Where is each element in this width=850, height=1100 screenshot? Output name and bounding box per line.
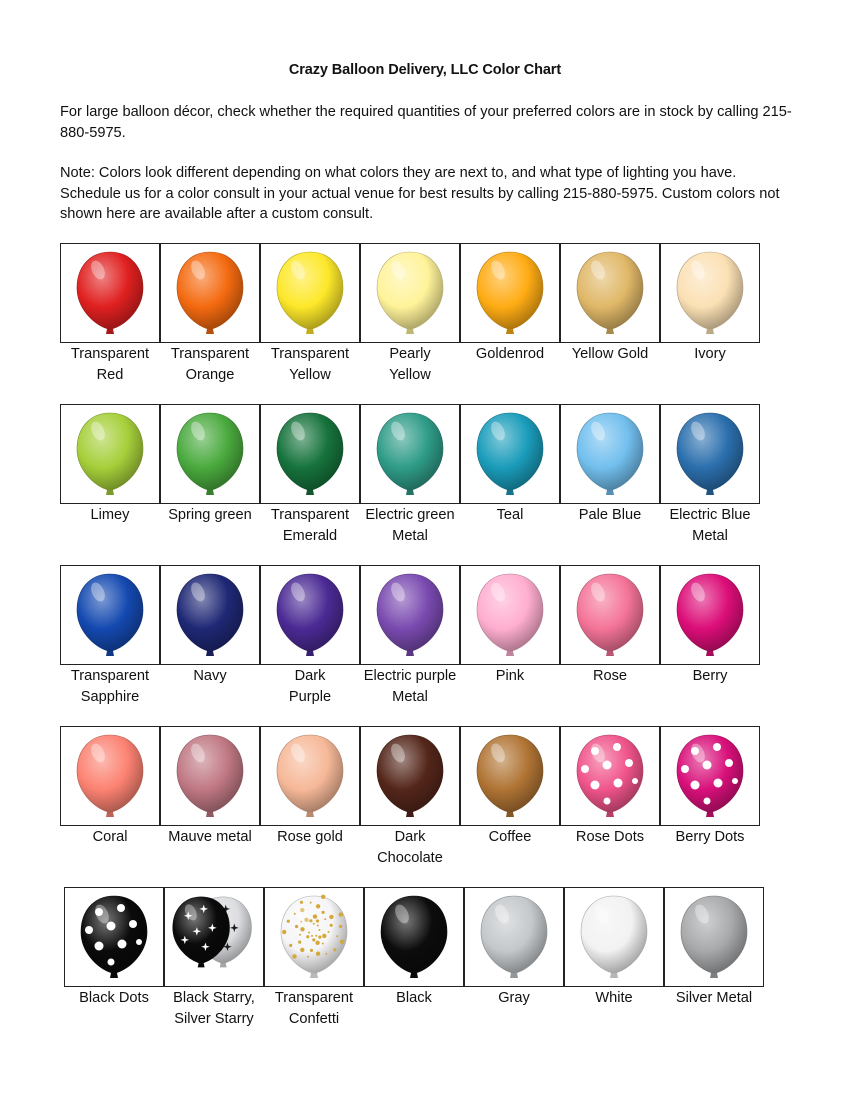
label-line-1: Transparent — [70, 346, 150, 362]
balloon-swatch — [460, 565, 560, 665]
balloon-swatch — [660, 404, 760, 504]
balloon-image — [161, 566, 259, 664]
balloon-color-label — [258, 666, 362, 707]
balloon-color-label — [662, 988, 766, 1009]
label-line-1: Ivory — [694, 346, 726, 362]
balloon-image — [361, 405, 459, 503]
label-line-2: Silver Starry — [174, 1010, 254, 1027]
balloon-color-label — [458, 344, 562, 365]
balloon-image — [461, 727, 559, 825]
balloon-swatch — [560, 243, 660, 343]
balloon-image — [161, 405, 259, 503]
label-line-1: Gray — [498, 990, 530, 1006]
balloon-image — [561, 727, 659, 825]
balloon-image — [661, 405, 759, 503]
balloon-swatch — [160, 243, 260, 343]
label-line-2: Chocolate — [377, 849, 443, 866]
balloon-row — [0, 404, 850, 554]
balloon-color-label — [158, 344, 262, 385]
label-line-1: Yellow Gold — [571, 346, 649, 362]
balloon-image — [361, 566, 459, 664]
balloon-image — [565, 888, 663, 986]
balloon-color-label — [462, 988, 566, 1009]
balloon-row — [0, 887, 850, 1037]
label-line-1: Coral — [92, 829, 128, 845]
balloon-swatch — [460, 243, 560, 343]
balloon-color-label — [162, 988, 266, 1029]
balloon-swatch — [160, 726, 260, 826]
balloon-swatch — [560, 404, 660, 504]
balloon-row — [0, 243, 850, 393]
label-line-1: Rose — [592, 668, 628, 684]
label-line-1: Berry Dots — [675, 829, 745, 845]
balloon-color-label — [358, 505, 462, 546]
label-line-1: Electric green — [365, 507, 455, 523]
balloon-swatch — [460, 726, 560, 826]
label-line-2: Metal — [692, 527, 728, 544]
balloon-swatch — [560, 726, 660, 826]
label-line-1: Mauve metal — [168, 829, 252, 845]
balloon-swatch — [60, 565, 160, 665]
balloon-color-label — [358, 666, 462, 707]
balloon-image — [261, 244, 359, 342]
balloon-swatch — [60, 243, 160, 343]
label-line-1: Teal — [496, 507, 524, 523]
label-line-2: Red — [96, 366, 124, 383]
balloon-swatch — [660, 565, 760, 665]
balloon-image — [361, 244, 459, 342]
label-line-1: Transparent — [170, 346, 250, 362]
balloon-color-label — [458, 666, 562, 687]
balloon-swatch — [160, 404, 260, 504]
balloon-swatch — [260, 243, 360, 343]
balloon-image — [61, 566, 159, 664]
label-line-1: Limey — [90, 507, 130, 523]
balloon-color-label — [458, 827, 562, 848]
balloon-image — [61, 405, 159, 503]
balloon-swatch — [360, 404, 460, 504]
label-line-1: Rose Dots — [575, 829, 645, 845]
balloon-image — [161, 727, 259, 825]
label-line-1: White — [595, 990, 633, 1006]
balloon-swatch — [260, 565, 360, 665]
balloon-image — [461, 405, 559, 503]
balloon-swatch — [364, 887, 464, 987]
label-line-2: Yellow — [289, 366, 331, 383]
label-line-1: Black Dots — [79, 990, 149, 1006]
balloon-swatch — [260, 726, 360, 826]
balloon-color-label — [58, 666, 162, 707]
page-title: Crazy Balloon Delivery, LLC Color Chart — [288, 62, 562, 78]
balloon-color-label — [158, 666, 262, 687]
balloon-swatch — [160, 565, 260, 665]
balloon-image — [165, 888, 263, 986]
label-line-1: Spring green — [168, 507, 252, 523]
balloon-color-label — [658, 505, 762, 546]
balloon-image — [661, 566, 759, 664]
label-line-1: Black — [396, 990, 432, 1006]
balloon-image — [261, 566, 359, 664]
balloon-image — [465, 888, 563, 986]
label-line-1: Electric purple — [363, 668, 457, 684]
balloon-color-label — [62, 988, 166, 1009]
balloon-image — [261, 727, 359, 825]
balloon-image — [65, 888, 163, 986]
label-line-1: Pearly — [389, 346, 431, 362]
balloon-color-label — [558, 505, 662, 526]
balloon-image — [261, 405, 359, 503]
label-line-1: Navy — [193, 668, 227, 684]
balloon-color-label — [158, 505, 262, 526]
balloon-image — [361, 727, 459, 825]
balloon-color-label — [558, 827, 662, 848]
balloon-color-label — [658, 666, 762, 687]
balloon-swatch — [360, 243, 460, 343]
balloon-swatch — [660, 243, 760, 343]
label-line-1: Pink — [495, 668, 525, 684]
balloon-image — [61, 727, 159, 825]
label-line-2: Emerald — [282, 527, 338, 544]
label-line-1: Electric Blue — [669, 507, 751, 523]
label-line-2: Yellow — [389, 366, 431, 383]
balloon-image — [561, 244, 659, 342]
label-line-2: Metal — [392, 688, 428, 705]
balloon-color-label — [158, 827, 262, 848]
balloon-swatch — [564, 887, 664, 987]
label-line-2: Confetti — [288, 1010, 340, 1027]
balloon-color-label — [258, 827, 362, 848]
balloon-image — [461, 244, 559, 342]
balloon-image — [665, 888, 763, 986]
balloon-swatch — [664, 887, 764, 987]
balloon-image — [661, 244, 759, 342]
balloon-swatch — [360, 726, 460, 826]
label-line-2: Metal — [392, 527, 428, 544]
balloon-color-label — [362, 988, 466, 1009]
label-line-2: Sapphire — [80, 688, 140, 705]
balloon-color-label — [658, 344, 762, 365]
balloon-color-label — [358, 344, 462, 385]
intro-paragraph: For large balloon décor, check whether the required quantities of your preferred colors are in stock by calling 215-880-5975. — [60, 104, 792, 141]
balloon-row — [0, 726, 850, 876]
label-line-1: Transparent — [270, 507, 350, 523]
label-line-2: Purple — [288, 688, 332, 705]
label-line-1: Rose gold — [277, 829, 343, 845]
balloon-swatch — [460, 404, 560, 504]
balloon-color-label — [58, 827, 162, 848]
balloon-swatch — [260, 404, 360, 504]
balloon-row — [0, 565, 850, 715]
balloon-swatch — [264, 887, 364, 987]
balloon-image — [561, 566, 659, 664]
label-line-1: Black Starry, — [173, 990, 255, 1006]
balloon-color-label — [58, 344, 162, 385]
balloon-color-label — [458, 505, 562, 526]
balloon-image — [161, 244, 259, 342]
balloon-color-label — [58, 505, 162, 526]
balloon-color-label — [658, 827, 762, 848]
balloon-image — [365, 888, 463, 986]
balloon-image — [265, 888, 363, 986]
label-line-2: Orange — [185, 366, 235, 383]
balloon-color-label — [558, 344, 662, 365]
label-line-1: Berry — [692, 668, 728, 684]
label-line-1: Dark — [394, 829, 426, 845]
balloon-swatch — [464, 887, 564, 987]
label-line-1: Goldenrod — [475, 346, 545, 362]
balloon-image — [661, 727, 759, 825]
balloon-swatch — [64, 887, 164, 987]
balloon-color-label — [258, 505, 362, 546]
label-line-1: Pale Blue — [578, 507, 642, 523]
balloon-swatch — [360, 565, 460, 665]
balloon-color-label — [258, 344, 362, 385]
balloon-color-label — [358, 827, 462, 868]
balloon-image — [561, 405, 659, 503]
balloon-image — [61, 244, 159, 342]
balloon-color-label — [562, 988, 666, 1009]
label-line-1: Coffee — [488, 829, 532, 845]
label-line-1: Transparent — [270, 346, 350, 362]
balloon-swatch — [660, 726, 760, 826]
label-line-1: Transparent — [274, 990, 354, 1006]
balloon-swatch — [560, 565, 660, 665]
balloon-color-label — [262, 988, 366, 1029]
note-paragraph: Note: Colors look different depending on what colors they are next to, and what type of lighting you have. Schedule us for a color consult in your actual venue for best results by calling 215-880-5975. Custom colors not shown here are available after a custom consult. — [60, 165, 780, 222]
label-line-1: Transparent — [70, 668, 150, 684]
balloon-swatch — [60, 404, 160, 504]
balloon-swatch — [60, 726, 160, 826]
label-line-1: Silver Metal — [675, 990, 753, 1006]
balloon-swatch — [164, 887, 264, 987]
balloon-color-label — [558, 666, 662, 687]
balloon-image — [461, 566, 559, 664]
label-line-1: Dark — [294, 668, 326, 684]
